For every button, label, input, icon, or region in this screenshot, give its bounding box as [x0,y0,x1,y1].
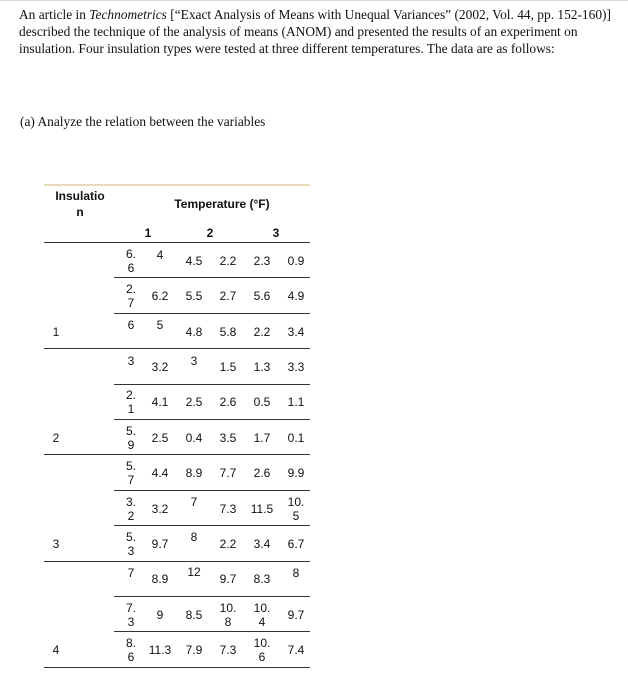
table-cell: 3 [127,353,135,368]
table-cell: 4.4 [151,466,169,481]
table-cell: 12 [187,565,201,580]
table-cell: 4.8 [185,324,203,339]
table-cell: 7. 3 [125,600,136,629]
table-cell: 1.5 [219,359,237,374]
table-cell: 5.5 [185,289,203,304]
table-cell: 0.9 [287,253,305,268]
table-cell: 5. 3 [125,529,136,558]
insulation-label-1: 1 [52,325,60,339]
table-cell: 5 [156,317,164,332]
table-cell: 2.7 [219,289,237,304]
table-cell: 2.2 [219,536,237,551]
table-cell: 5.8 [219,324,237,339]
table-cell: 8 [292,566,300,581]
intro-text-1: An article in [19,7,90,22]
table-cell: 3.3 [287,359,305,374]
table-bottom-rule [44,667,310,668]
table-cell: 2.5 [185,395,203,410]
table-cell: 8. 6 [125,636,136,665]
table-cell: 7.3 [219,501,237,516]
insulation-header-line1: Insulatio [55,189,105,203]
table-cell: 0.1 [287,430,305,445]
table-cell: 8.3 [253,572,271,587]
row-rule [114,525,310,526]
insulation-data-table [44,184,310,670]
table-cell: 4 [156,247,164,262]
table-cell: 9.7 [151,536,169,551]
temp-level-2: 2 [206,226,214,240]
table-top-rule [44,184,310,186]
table-cell: 2.2 [253,324,271,339]
row-rule [114,631,310,632]
row-rule [44,454,310,455]
table-cell: 9.7 [219,572,237,587]
table-cell: 7 [127,566,135,581]
row-rule [114,490,310,491]
insulation-label-4: 4 [52,643,60,657]
table-cell: 3.4 [287,324,305,339]
row-rule [114,313,310,314]
table-cell: 4.9 [287,289,305,304]
table-cell: 1.7 [253,430,271,445]
table-cell: 5. 9 [125,423,136,452]
problem-statement [19,6,614,57]
table-cell: 6 [127,317,135,332]
table-cell: 8.9 [151,572,169,587]
table-cell: 7.4 [287,643,305,658]
top-divider [0,0,628,1]
table-cell: 3. 2 [125,494,136,523]
row-rule [114,596,310,597]
table-cell: 4.1 [151,395,169,410]
insulation-label-3: 3 [52,537,60,551]
table-cell: 3.5 [219,430,237,445]
table-cell: 10. 5 [287,494,305,523]
journal-name: Technometrics [89,7,167,22]
table-cell: 9 [156,607,164,622]
row-rule [114,384,310,385]
table-cell: 11.3 [148,643,172,658]
row-rule [114,277,310,278]
intro-text-2: [“Exact Analysis of Means with Unequal Variances” (2002, Vol. 44, pp. 152-160)] described the technique of the analysis of means (ANOM) and presented the results of an experiment on insulation. Four insulation types were tested at three different temperatures. The data are as follows: [19,7,611,56]
table-cell: 1.3 [253,359,271,374]
table-cell: 2.3 [253,253,271,268]
temperature-header: Temperature (°F) [174,197,270,211]
table-cell: 7 [190,494,198,509]
table-cell: 2.6 [219,395,237,410]
table-cell: 7.9 [185,643,203,658]
insulation-header-line2: n [76,205,84,219]
row-rule [44,348,310,349]
temp-level-1: 1 [144,226,152,240]
table-cell: 8.9 [185,466,203,481]
table-cell: 4.5 [185,253,203,268]
table-cell: 3.2 [151,501,169,516]
table-cell: 10. 6 [253,636,271,665]
table-cell: 9.7 [287,607,305,622]
table-cell: 3 [190,353,198,368]
table-cell: 0.5 [253,395,271,410]
insulation-label-2: 2 [52,431,60,445]
table-cell: 1.1 [287,395,305,410]
table-cell: 2. 1 [125,388,136,417]
table-cell: 3.2 [151,359,169,374]
table-cell: 2. 7 [125,282,136,311]
table-cell: 2.6 [253,466,271,481]
table-cell: 7.7 [219,466,237,481]
question-a: (a) Analyze the relation between the variables [20,114,266,129]
temp-level-3: 3 [272,226,280,240]
row-rule [44,561,310,562]
table-cell: 11.5 [250,501,274,516]
table-cell: 6. 6 [125,246,136,275]
table-cell: 10. 8 [219,600,237,629]
table-cell: 8 [190,529,198,544]
table-cell: 3.4 [253,536,271,551]
table-cell: 0.4 [185,430,203,445]
table-cell: 6.7 [287,536,305,551]
row-rule [44,242,310,243]
table-cell: 2.2 [219,253,237,268]
table-cell: 10. 4 [253,600,271,629]
table-cell: 5.6 [253,289,271,304]
table-cell: 2.5 [151,430,169,445]
table-cell: 7.3 [219,643,237,658]
table-cell: 8.5 [185,607,203,622]
row-rule [114,419,310,420]
table-cell: 9.9 [287,466,305,481]
table-cell: 6.2 [151,289,169,304]
table-cell: 5. 7 [125,459,136,488]
